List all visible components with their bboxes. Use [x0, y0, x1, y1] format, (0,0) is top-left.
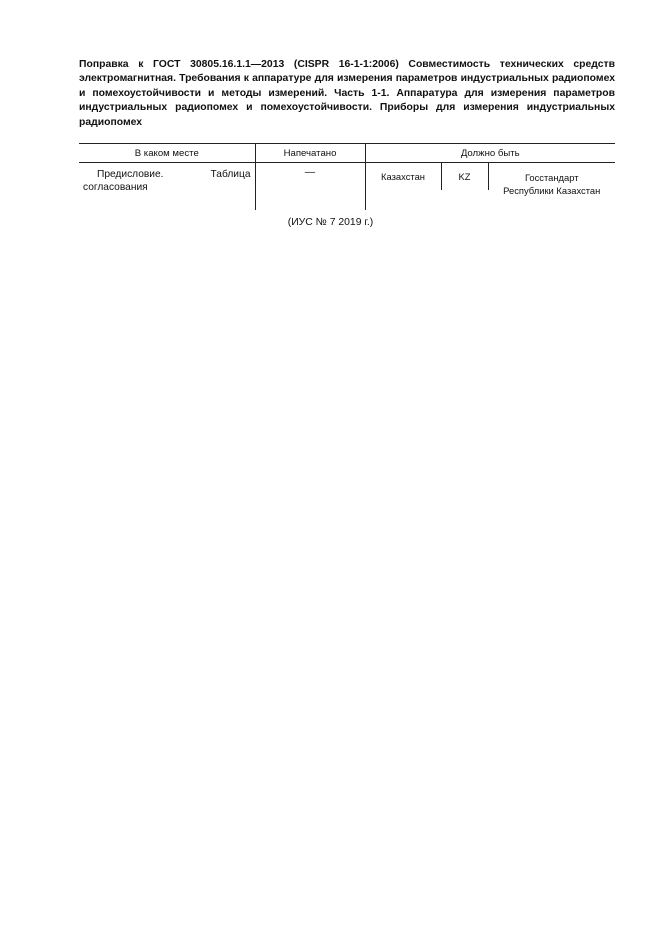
- should-be-group: [366, 163, 616, 205]
- errata-table: [79, 143, 615, 210]
- organization-line-2: Республики Казахстан: [503, 185, 601, 196]
- table-row: [79, 163, 615, 211]
- header-printed: Напечатано: [255, 144, 365, 163]
- cell-country: Казахстан: [381, 171, 425, 182]
- header-should-be: Должно быть: [365, 144, 615, 163]
- cell-place: Предисловие. Таблица согласования: [83, 169, 251, 193]
- errata-heading: Поправка к ГОСТ 30805.16.1.1—2013 (CISPR 16-1-1:2006) Совместимость технических средств электромагнитная. Требования к аппаратуре для измерения параметров индустриальных радиопомех и помехоустойчивости и методы измерений. Часть 1-1. Аппаратура для измерения параметров индустриальных радиопомех и помехоустойчивости. Приборы для измерения индустриальных радиопомех: [79, 59, 615, 128]
- cell-should-be: [365, 163, 615, 211]
- table-header-row: [79, 144, 615, 163]
- cell-organization: [488, 163, 616, 196]
- organization-line-1: Госстандарт: [524, 172, 579, 183]
- publication-note: (ИУС № 7 2019 г.): [287, 217, 374, 228]
- cell-country-code: KZ: [441, 163, 488, 190]
- header-place: В каком месте: [79, 144, 255, 163]
- cell-printed: —: [255, 163, 365, 211]
